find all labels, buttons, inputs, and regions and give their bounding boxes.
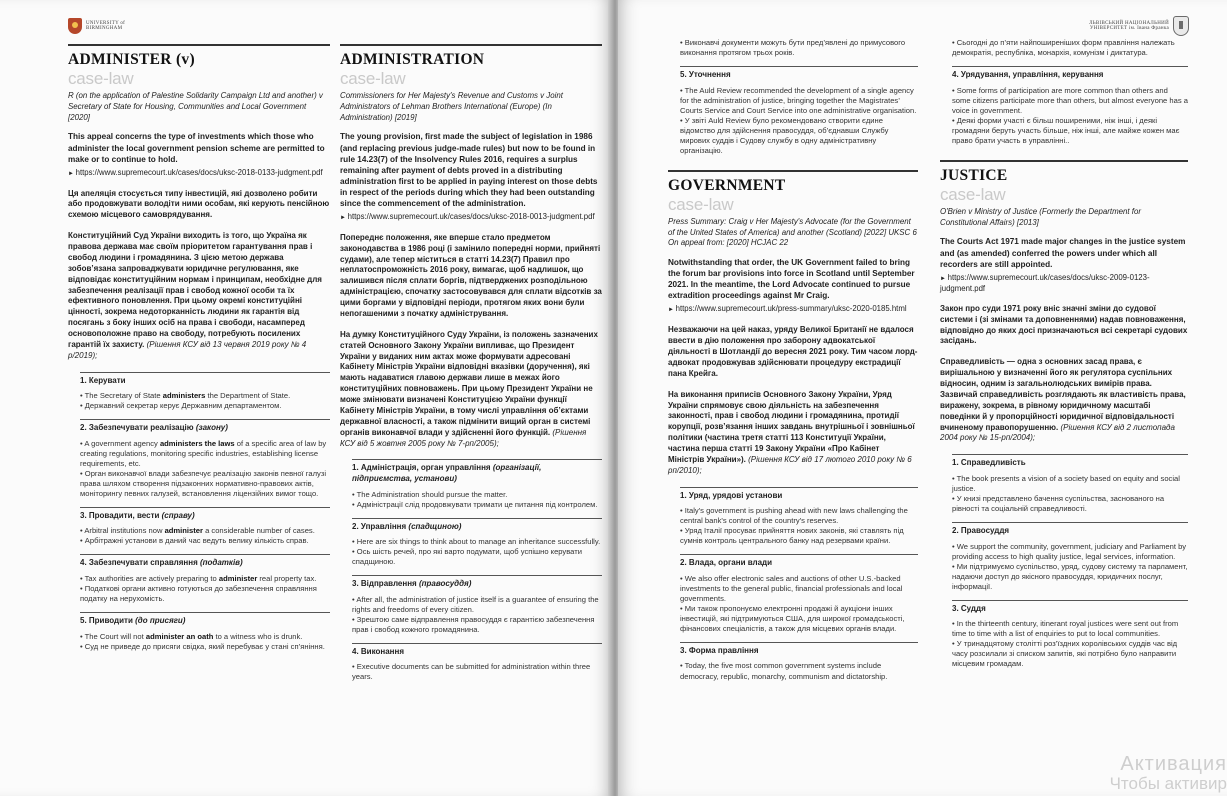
left-page	[0, 0, 612, 796]
entry-title: ADMINISTER (v)	[68, 44, 330, 70]
logo-line1: ЛЬВІВСЬКИЙ НАЦІОНАЛЬНИЙ	[1089, 20, 1169, 26]
case-law-label: case-law	[668, 195, 734, 215]
example-sentence	[680, 661, 918, 681]
example-sentence	[80, 401, 330, 411]
sense-heading	[680, 554, 918, 569]
sense-heading	[952, 522, 1188, 537]
sense-block	[80, 554, 330, 604]
summary-ukrainian: Ця апеляція стосується типу інвестицій, які дозволено робити або продовжувати володіти ними особам, які керують пенсійною схемою місцевого самоврядування.	[68, 188, 330, 220]
example-text: the Department of State.	[205, 391, 291, 401]
sense-qualifier: (спадщиною)	[408, 521, 462, 531]
sense-heading	[352, 575, 602, 590]
example-sentence	[80, 574, 330, 584]
logo-line1: UNIVERSITY of	[86, 20, 126, 26]
example-text: We also offer electronic sales and auctions of other U.S.-backed investments to the general public, financial professionals and local governments.	[680, 573, 903, 603]
sense-heading	[352, 518, 602, 533]
example-sentence	[952, 542, 1188, 562]
example-text: The Secretary of State	[84, 391, 163, 401]
example-sentence	[952, 38, 1188, 58]
sense-qualifier: (податків)	[199, 558, 243, 568]
entry-administer	[68, 44, 330, 660]
example-text: Today, the five most common government systems include democracy, republic, monarchy, communism and dictatorship.	[680, 661, 888, 681]
sense-label: 1. Адміністрація, орган управління	[352, 463, 493, 473]
constitutional-court-quote	[68, 231, 330, 362]
example-sentence	[680, 604, 918, 634]
example-text: Ми також пропонуємо електронні продажі й аукціони інших інвестицій, які підтримуються США, для широкої громадськості, фінансових спеціалістів, а також для місцевих органів влади.	[680, 603, 905, 633]
sense-block	[680, 487, 918, 547]
logo-line2: BIRMINGHAM	[86, 26, 123, 31]
sense-heading	[80, 419, 330, 434]
sense-heading	[680, 642, 918, 657]
sense-label: 1. Справедливість	[952, 458, 1026, 468]
entry-title: ADMINISTRATION	[340, 44, 602, 70]
example-text: We support the community, government, judiciary and Parliament by providing access to high quality justice, legal services, information.	[952, 541, 1187, 561]
sense-list	[352, 459, 602, 682]
sense-label: 4. Виконання	[352, 646, 404, 656]
example-sentence	[680, 38, 918, 58]
example-text: The Court will not	[84, 631, 146, 641]
example-text: to a witness who is drunk.	[213, 631, 303, 641]
example-sentence	[952, 116, 1188, 146]
sense-label: 4. Забезпечувати справляння	[80, 558, 200, 568]
sense-label: 1. Керувати	[80, 375, 126, 385]
crest-icon	[1173, 16, 1189, 36]
highlighted-term: administer	[164, 526, 203, 536]
example-text: Here are six things to think about to manage an inheritance successfully.	[356, 537, 601, 547]
sense-label: 2. Забезпечувати реалізацію	[80, 423, 196, 433]
example-sentence	[352, 500, 602, 510]
entry-government	[668, 170, 918, 682]
sense-heading	[952, 454, 1188, 469]
example-sentence	[80, 439, 330, 469]
sense-heading	[80, 372, 330, 387]
sense-block	[352, 518, 602, 568]
example-sentence	[952, 639, 1188, 669]
example-text: У звіті Auld Review було рекомендовано створити єдине відомство для здійснення правосуддя, об’єднавши Службу мирових суддів і Судову службу в одну адміністративну організацію.	[680, 115, 889, 155]
sense-block	[352, 643, 602, 683]
sense-label: 1. Уряд, урядові установи	[680, 490, 783, 500]
logo-line2: УНІВЕРСИТЕТ ім. Івана Франка	[1089, 26, 1169, 31]
example-text: a considerable number of cases.	[202, 526, 315, 536]
example-text: of a specific area of law by creating regulations, monitoring specific industries, establishing license requirements, etc.	[80, 438, 327, 468]
entry-administration	[340, 44, 602, 690]
sense-label: 5. Приводити	[80, 616, 136, 626]
case-reference: R (on the application of Palestine Solidarity Campaign Ltd and another) v Secretary of State for Housing, Communities and Local Government [2020]	[68, 91, 323, 122]
case-law-label: case-law	[68, 69, 134, 89]
example-text: The Auld Review recommended the development of a single agency for the administration of justice, bringing together the Magistrates’ Courts Service and Court Service into one administrative organisation.	[680, 85, 917, 115]
example-text: Уряд Італії просуває прийняття нових законів, які ставлять під сумнів контроль центрального банку над резервами країни.	[680, 526, 904, 546]
sense-block	[952, 522, 1188, 592]
summary-ukrainian: Закон про суди 1971 року вніс значні зміни до судової системи і (зі змінами та доповненнями) надав повноваження, відповідно до яких досі призначаються всі секретарі судових засідань.	[940, 303, 1188, 346]
example-sentence	[80, 391, 330, 401]
quote-text: Конституційний Суд України виходить із того, що Україна як правова держава має своїм пріоритетом гарантування прав і свобод людини і громадянина. З цією метою держава зобов’язана запроваджувати юридичне регулювання, яке відповідає конституційним нормам і принципам, необхідне для забезпечення реалізації прав і свобод кожної особи та їх ефективного поновлення. При цьому окремі конституційні цінності, зокрема недоторканність людини як гарантія від посягань з боку інших осіб на права і свободи, насамперед основоположне право на свободу, потребують посилених гарантій їх захисту.	[68, 231, 322, 349]
example-text: Арбітражні установи в даний час ведуть велику кількість справ.	[84, 536, 309, 546]
sense-heading	[352, 643, 602, 658]
example-sentence	[952, 474, 1188, 494]
example-sentence	[80, 642, 330, 652]
right-column-right	[940, 38, 1188, 677]
example-text: Ось шість речей, про які варто подумати, щоб успішно керувати спадщиною.	[352, 547, 582, 567]
example-text: Сьогодні до п’яти найпоширеніших форм правління належать демократія, республіка, монархія, комунізм і диктатура.	[952, 38, 1175, 58]
example-sentence	[680, 574, 918, 604]
highlighted-term: administers the laws	[159, 438, 235, 448]
entry-justice	[940, 160, 1188, 670]
example-text: Податкові органи активно готуються до забезпечення справляння податку на нерухомість.	[80, 584, 317, 604]
government-continued	[940, 38, 1188, 146]
example-text: Виконавчі документи можуть бути пред’явлені до примусового виконання протягом трьох років.	[680, 38, 906, 58]
example-sentence	[80, 469, 330, 499]
constitutional-court-quote	[940, 357, 1188, 444]
highlighted-term: administer	[218, 574, 258, 584]
example-sentence	[352, 537, 602, 547]
sense-qualifier: (організації, підприємства, установи)	[352, 463, 542, 483]
sense-label: 3. Форма правління	[680, 645, 759, 655]
lviv-university-logo	[1089, 16, 1189, 36]
continued-examples	[952, 38, 1188, 58]
sense-list	[952, 38, 1188, 146]
summary-english: Notwithstanding that order, the UK Government failed to bring the forum bar provisions into force in Scotland until September 2021. In the meantime, the Lord Advocate continued to pursue extradition proceedings against Mr Craig.	[668, 258, 915, 301]
judgment-link: ► https://www.supremecourt.uk/cases/docs/uksc-2018-0013-judgment.pdf	[340, 212, 602, 223]
sense-heading	[80, 507, 330, 522]
sense-block	[80, 612, 330, 652]
sense-list	[80, 372, 330, 652]
example-sentence	[680, 506, 918, 526]
sense-block	[952, 66, 1188, 146]
shield-icon	[68, 18, 82, 34]
example-sentence	[352, 490, 602, 500]
quote-text: Справедливість — одна з основних засад права, є вирішальною у визначенні його як регулятора суспільних відносин, одним із загальнолюдських вимірів права. Зазвичай справедливість розглядають як властивість права, виражену, зокрема, в рівному юридичному масштабі поведінки й у пропорційності юридичної відповідальності вчиненому правопорушенню.	[940, 357, 1186, 432]
example-sentence	[680, 86, 918, 116]
sense-heading	[352, 459, 602, 484]
example-text: In the thirteenth century, itinerant royal justices were sent out from time to time with a list of enquiries to put to local communities.	[952, 619, 1179, 639]
sense-list	[680, 38, 918, 156]
sense-label: 2. Правосуддя	[952, 525, 1010, 535]
sense-block	[952, 454, 1188, 514]
example-sentence	[352, 547, 602, 567]
example-text: Деякі форми участі є більш поширеними, ніж інші, і деякі громадяни беруть участь більше, ніж інші, але майже кожен має право брати участь в управлінні..	[952, 115, 1180, 145]
quote-text: На виконання приписів Основного Закону України, Уряд України спрямовує свою діяльність на забезпечення законності, прав і свобод людини і громадянина, протидії корупції, розв’язання інших завдань внутрішньої і зовнішньої політики (частина третя статті 113 Конституції України, частина перша статті 19 Закону України «Про Кабінет Міністрів України»).	[668, 389, 915, 464]
entry-title: JUSTICE	[940, 160, 1188, 186]
example-sentence	[352, 662, 602, 682]
sense-heading	[952, 66, 1188, 81]
example-text: Some forms of participation are more common than others and some citizens participate more than others, but almost everyone has a voice in government.	[952, 85, 1188, 115]
example-sentence	[352, 595, 602, 615]
sense-label: 3. Суддя	[952, 603, 986, 613]
watermark-line1: Активация	[1120, 753, 1227, 776]
example-text: A government agency	[84, 438, 160, 448]
sense-heading	[80, 612, 330, 627]
sense-heading	[952, 600, 1188, 615]
judgment-link: ► https://www.supremecourt.uk/press-summary/uksc-2020-0185.html	[668, 304, 918, 315]
case-law-label: case-law	[340, 69, 406, 89]
sense-qualifier: (до присяги)	[135, 616, 186, 626]
sense-label: 3. Відправлення	[352, 579, 419, 589]
administration-continued	[668, 38, 918, 156]
sense-block	[680, 66, 918, 156]
decision-reference: (Рішення КСУ від 2 листопада 2004 року № 15-рп/2004);	[940, 422, 1175, 443]
sense-label: 5. Уточнення	[680, 70, 731, 80]
example-sentence	[952, 86, 1188, 116]
summary-english: This appeal concerns the type of investments which those who administer the local government pension scheme are permitted to make or to continue to hold.	[68, 132, 325, 164]
example-sentence	[952, 562, 1188, 592]
highlighted-term: administer an oath	[145, 631, 214, 641]
sense-qualifier: (закону)	[195, 423, 228, 433]
example-text: Italy's government is pushing ahead with new laws challenging the central bank's control of the country's reserves.	[680, 506, 908, 526]
example-text: Ми підтримуємо суспільство, уряд, судову систему та парламент, надаючи доступ до якісного правосуддя, юридичних послуг, інформації.	[952, 561, 1188, 591]
sense-list	[680, 487, 918, 682]
constitutional-court-quote	[668, 390, 918, 477]
sense-heading	[680, 487, 918, 502]
activation-watermark	[1110, 753, 1227, 794]
example-text: Суд не приведе до присяги свідка, який перебуває у стані сп’яніння.	[84, 641, 325, 651]
example-text: Державний секретар керує Державним департаментом.	[84, 401, 282, 411]
example-text: Executive documents can be submitted for administration within three years.	[352, 662, 591, 682]
highlighted-term: administers	[162, 391, 206, 401]
example-text: Адміністрації слід продовжувати тримати це питання під контролем.	[356, 499, 598, 509]
case-law-label: case-law	[940, 185, 1006, 205]
quote-text: На думку Конституційного Суду України, із положень зазначених статей Основного Закону України випливає, що Президент України у виданих ним актах може формувати адресовані Кабінету Міністрів України відповідні вказівки (доручення), які мають надаватися главою держави лише в межах його конституційних повноважень. При цьому Президент України не може змінювати визначені Конституцією України функції Кабінету Міністрів України, в тому числі управління об’єктами державної власності, а також підмінити вищий орган в системі органів виконавчої влади у здійсненні його функцій.	[340, 329, 598, 437]
entry-title: GOVERNMENT	[668, 170, 918, 196]
example-sentence	[680, 116, 918, 156]
sense-list	[952, 454, 1188, 669]
example-text: The Administration should pursue the matter.	[356, 489, 508, 499]
right-page	[618, 0, 1227, 796]
summary-ukrainian: Попереднє положення, яке вперше стало предметом законодавства в 1986 році (і замінило попередні норми, прийняті судами), але тепер міститься в статті 14.23(7) Правил про неплатоспроможність 2016 року, вимагає, щоб надлишок, що залишився після сплати боргів, підтверджених розподільною адміністрацією, спочатку застосовувався для сплати відсотків за цими боргами у відповідні періоди, протягом яких вони були непогашеними з початку адміністрування.	[340, 232, 602, 318]
decision-reference: (Рішення КСУ від 13 червня 2019 року № 4 р/2019);	[68, 339, 307, 360]
sense-block	[952, 600, 1188, 670]
sense-heading	[80, 554, 330, 569]
example-sentence	[952, 619, 1188, 639]
example-text: The book presents a vision of a society based on equity and social justice.	[952, 473, 1180, 493]
example-sentence	[80, 526, 330, 536]
case-reference: O'Brien v Ministry of Justice (Formerly the Department for Constitutional Affairs) [2013]	[940, 207, 1142, 227]
sense-block	[352, 459, 602, 509]
example-sentence	[352, 615, 602, 635]
example-text: У тринадцятому столітті роз’їздних королівських суддів час від часу розсилали зі списком запитів, які потрібно було направити місцевим громадам.	[952, 639, 1178, 669]
sense-block	[680, 554, 918, 634]
summary-ukrainian: Незважаючи на цей наказ, уряду Великої Британії не вдалося ввести в дію положення про заборону адвокатської діяльності в Шотландії до вересня 2021 року. Тим часом лорд-адвокат продовжував здійснювати процедуру екстрадиції пана Крейга.	[668, 325, 918, 378]
example-sentence	[952, 494, 1188, 514]
example-text: Орган виконавчої влади забезпечує реалізацію законів певної галузі права шляхом створення підзаконних нормативно-правових актів, моніторингу певних галузей, встановлення ліцензійних вимог тощо.	[80, 468, 327, 498]
case-reference: Commissioners for Her Majesty's Revenue and Customs v Joint Administrators of Lehman Brothers International (Europe) (In Administration) [2019]	[340, 91, 563, 122]
sense-block	[80, 372, 330, 412]
sense-block	[352, 575, 602, 635]
example-text: Tax authorities are actively preparing to	[84, 574, 219, 584]
decision-reference: (Рішення КСУ від 17 лютого 2010 року № 6 рп/2010);	[668, 454, 912, 475]
case-reference: Press Summary: Craig v Her Majesty's Advocate (for the Government of the United States of America) and another (Scotland) [2022] UKSC 6 On appeal from: [2020] HCJAC 22	[668, 217, 917, 248]
sense-qualifier: (правосуддя)	[418, 579, 472, 589]
sense-block	[80, 507, 330, 547]
example-text: real property tax.	[257, 574, 317, 584]
decision-reference: (Рішення КСУ від 5 жовтня 2005 року № 7-рп/2005);	[340, 427, 587, 448]
summary-english: The young provision, first made the subject of legislation in 1986 (and replacing previous judge-made rules) but now to be found in rule 14.23(7) of the Insolvency Rules 2016, requires a surplus remaining after payment of debts proved in a distributing administration first to be applied in paying interest on those debts in respect of the periods during which they had been outstanding since the commencement of the administration.	[340, 132, 598, 208]
right-column-left	[668, 38, 918, 690]
summary-english: The Courts Act 1971 made major changes in the justice system and (as amended) conferred the powers under which all recorders are still appointed.	[940, 237, 1186, 269]
judgment-link: ► https://www.supremecourt.uk/cases/docs/uksc-2009-0123-judgment.pdf	[940, 273, 1188, 294]
judgment-link: ► https://www.supremecourt.uk/cases/docs/uksc-2018-0133-judgment.pdf	[68, 168, 330, 179]
sense-label: 2. Управління	[352, 521, 409, 531]
example-text: Arbitral institutions now	[84, 526, 165, 536]
sense-heading	[680, 66, 918, 81]
continued-examples	[680, 38, 918, 58]
sense-block	[80, 419, 330, 499]
university-of-birmingham-logo	[68, 18, 125, 34]
example-sentence	[80, 632, 330, 642]
example-sentence	[80, 584, 330, 604]
example-text: After all, the administration of justice itself is a guarantee of ensuring the rights and freedoms of every citizen.	[352, 594, 599, 614]
example-sentence	[680, 526, 918, 546]
sense-label: 4. Урядування, управління, керування	[952, 70, 1104, 80]
sense-block	[680, 642, 918, 682]
constitutional-court-quote	[340, 330, 602, 450]
example-text: У книзі представлено бачення суспільства, заснованого на рівності та соціальній справедливості.	[952, 493, 1165, 513]
example-text: Зрештою саме відправлення правосуддя є гарантією забезпечення прав і свобод кожного громадянина.	[352, 614, 595, 634]
sense-qualifier: (справу)	[161, 510, 195, 520]
example-sentence	[80, 536, 330, 546]
sense-label: 3. Провадити, вести	[80, 510, 162, 520]
watermark-line2: Чтобы активир	[1109, 774, 1227, 794]
sense-label: 2. Влада, органи влади	[680, 558, 773, 568]
